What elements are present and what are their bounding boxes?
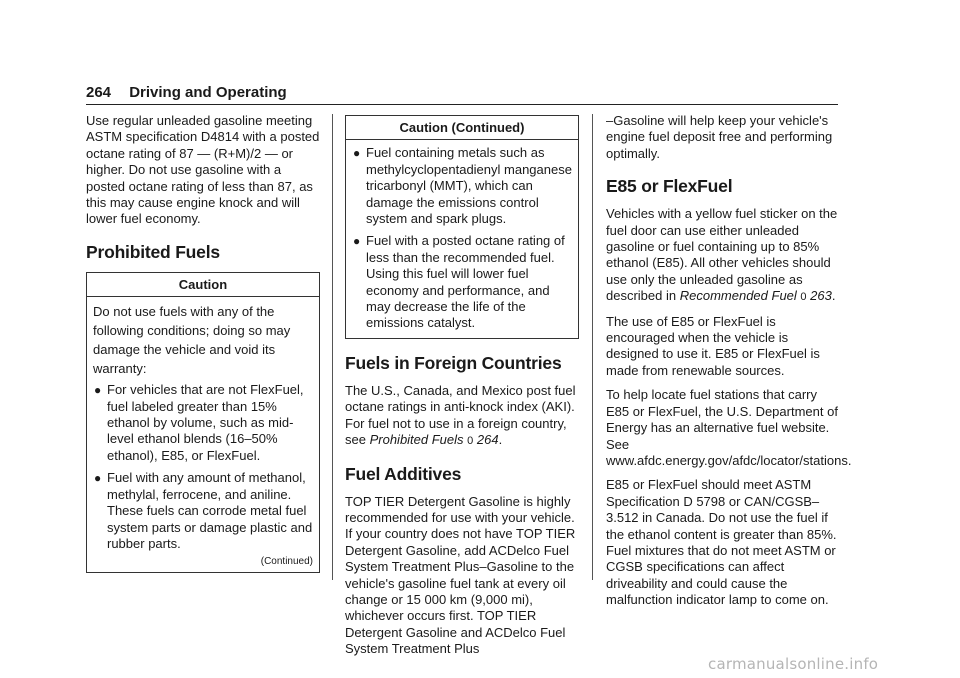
heading-fuel-additives: Fuel Additives: [345, 463, 462, 484]
bullet-icon: ●: [353, 234, 361, 249]
column-3: [606, 113, 852, 617]
intro-paragraph: Use regular unleaded gasoline meeting ASTM specification D4814 with a posted octane rating of 87 — (R+M)/2 — or higher. Do not use gasoline with a posted octane rating of less than 87, as this may cause engine knock and will lower fuel economy.: [86, 113, 320, 227]
caution-list: [93, 382, 313, 552]
caution-continued-list: [352, 145, 572, 331]
e85-paragraph-4: E85 or FlexFuel should meet ASTM Specification D 5798 or CAN/CGSB–3.512 in Canada. Do not use the fuel if the ethanol content is greater than 85%. Fuel mixtures that do not meet ASTM or CGSB specifications can affect driveability and could cause the malfunction indicator lamp to come on.: [606, 477, 837, 608]
watermark: carmanualsonline.info: [708, 655, 879, 673]
column-1: [86, 113, 320, 573]
column-2: [345, 115, 579, 666]
continued-label: (Continued): [260, 556, 313, 568]
e85-paragraph-1: Vehicles with a yellow fuel sticker on the fuel door can use either unleaded gasoline or fuel containing up to 85% ethanol (E85). All other vehicles should use only the unleaded gasoline as described in Recommended Fuel 0 263.: [606, 206, 838, 304]
list-item: ● Fuel containing metals such as methylcyclopentadienyl manganese tricarbonyl (MMT), which can damage the emissions control system and spark plugs.: [353, 145, 572, 227]
heading-prohibited-fuels: Prohibited Fuels: [86, 241, 220, 262]
section-title: Driving and Operating: [129, 84, 287, 101]
caution-box: [86, 272, 320, 573]
additives-continued-paragraph: –Gasoline will help keep your vehicle's engine fuel deposit free and performing optimally.: [606, 113, 833, 161]
heading-e85: E85 or FlexFuel: [606, 176, 733, 197]
caution-continued-title: Caution (Continued): [346, 116, 578, 140]
page-ref[interactable]: 264: [476, 432, 499, 448]
caution-continued-box: [345, 115, 579, 339]
list-item: ● For vehicles that are not FlexFuel, fuel labeled greater than 15% ethanol by volume, such as mid-level ethanol blends (16–50% ethanol), E85, or FlexFuel.: [94, 382, 304, 463]
list-item: ● Fuel with any amount of methanol, methylal, ferrocene, and aniline. These fuels can corrode metal fuel system parts or damage plastic and rubber parts.: [94, 470, 313, 551]
e85-paragraph-3: To help locate fuel stations that carry E85 or FlexFuel, the U.S. Department of Energy has an alternative fuel website. See www.afdc.energy.gov/afdc/locator/stations.: [606, 387, 852, 468]
column-divider-1: [332, 114, 333, 580]
page-number: 264: [86, 84, 112, 101]
caution-title: Caution: [87, 273, 319, 297]
bullet-icon: ●: [94, 383, 102, 398]
list-item: ● Fuel with a posted octane rating of less than the recommended fuel. Using this fuel will lower fuel economy and performance, and may decrease the life of the emissions catalyst.: [353, 233, 565, 331]
link-prohibited-fuels[interactable]: Prohibited Fuels: [369, 432, 464, 448]
page-ref-icon: 0: [800, 291, 807, 304]
e85-paragraph-2: The use of E85 or FlexFuel is encouraged when the vehicle is designed to use it. E85 or FlexFuel is made from renewable sources.: [606, 313, 820, 378]
caution-intro: Do not use fuels with any of the following conditions; doing so may damage the vehicle and void its warranty:: [93, 304, 291, 377]
page-ref-icon: 0: [467, 435, 474, 448]
foreign-countries-paragraph: The U.S., Canada, and Mexico post fuel octane ratings in anti-knock index (AKI). For fuel not to use in a foreign country, see Prohibited Fuels 0 264.: [345, 382, 576, 448]
link-recommended-fuel[interactable]: Recommended Fuel: [679, 288, 797, 304]
fuel-additives-paragraph: TOP TIER Detergent Gasoline is highly recommended for use with your vehicle. If your country does not have TOP TIER Detergent Gasoline, add ACDelco Fuel System Treatment Plus–Gasoline to the vehicle's gasoline fuel tank at every oil change or 15 000 km (9,000 mi), whichever occurs first. TOP TIER Detergent Gasoline and ACDelco Fuel System Treatment Plus: [345, 493, 576, 657]
bullet-icon: ●: [353, 146, 361, 161]
bullet-icon: ●: [94, 471, 102, 486]
page-ref[interactable]: 263: [810, 288, 832, 304]
page-header: [86, 84, 838, 105]
column-divider-2: [592, 114, 593, 580]
heading-foreign-countries: Fuels in Foreign Countries: [345, 352, 562, 373]
